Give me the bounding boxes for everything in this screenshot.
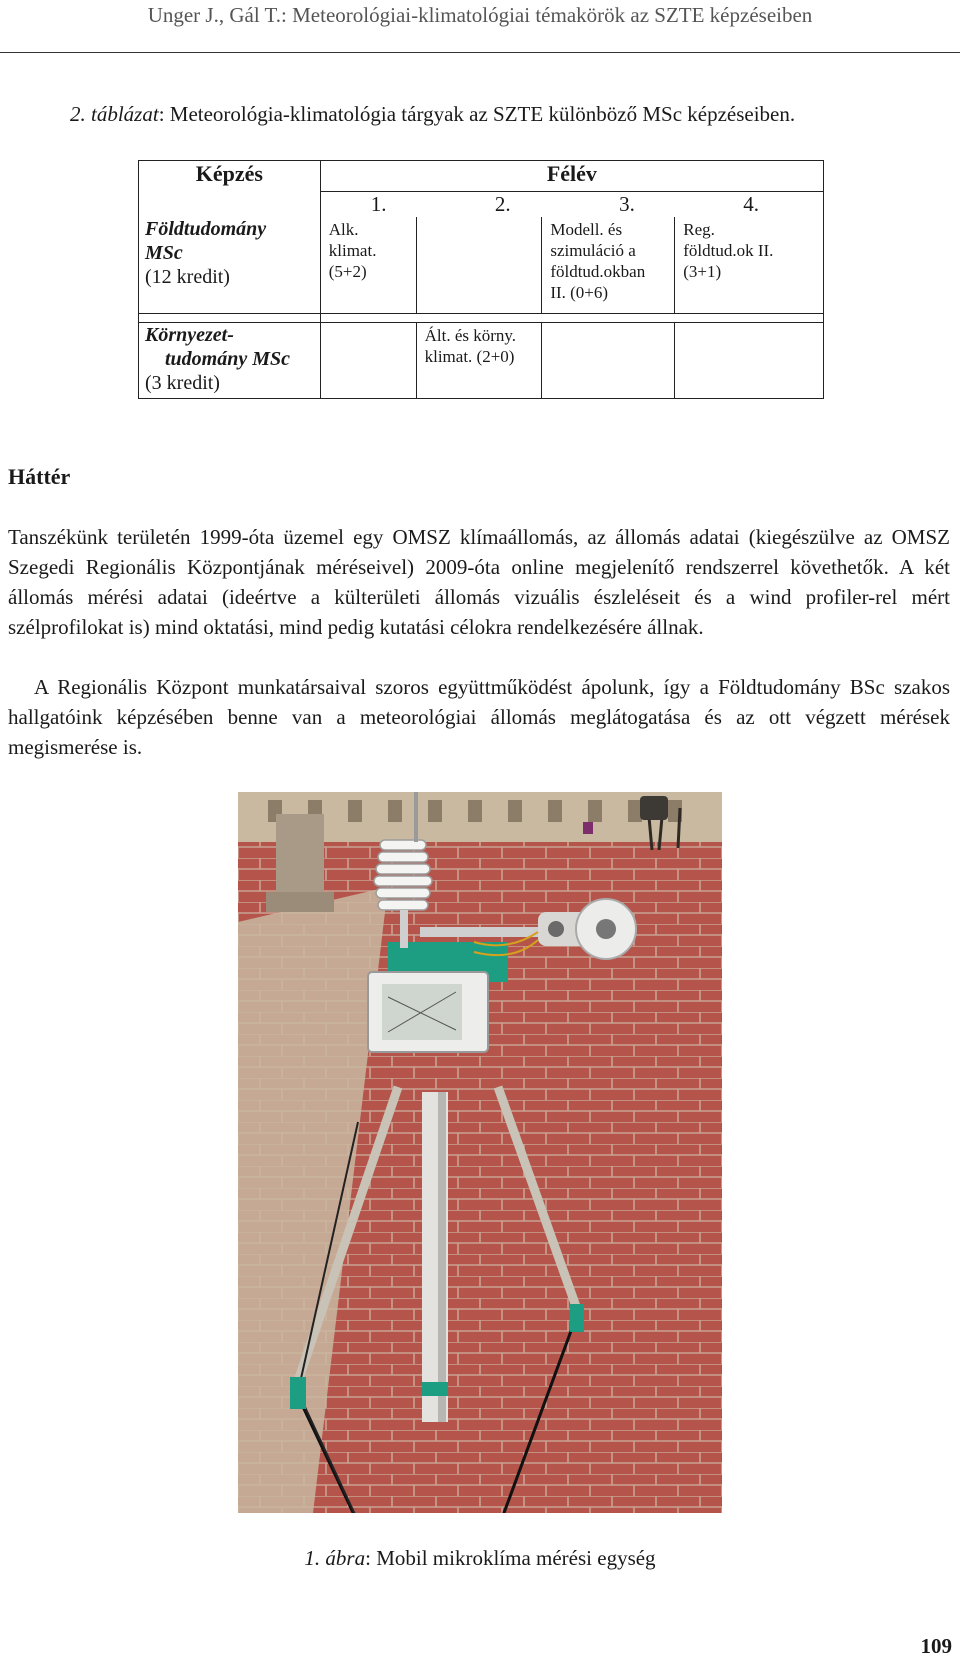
running-title: Unger J., Gál T.: Meteorológiai-klimatológiai témakörök az SZTE képzéseiben [147,3,813,27]
running-header [0,0,960,48]
course-text: II. (0+6) [550,283,609,302]
spacer-cell [320,313,823,322]
course-cell-sem3 [542,217,675,313]
course-text: klimat. (2+0) [424,346,515,366]
course-cell-sem2 [416,322,542,398]
table-caption [70,100,795,128]
course-text: földtud.ok II. [683,241,774,260]
table-caption-text: : Meteorológia-klimatológia tárgyak az SZTE különböző MSc képzéseiben. [158,102,796,126]
semester-1: 1. [370,192,387,216]
course-text: Reg. [683,220,715,239]
course-cell-sem4 [675,217,824,313]
course-cell-sem2 [416,217,542,313]
header-rule [0,52,960,53]
program-credit: (12 kredit) [145,266,230,288]
semester-4: 4. [743,192,759,216]
program-name-line1: Környezet- [145,323,234,346]
program-cell [139,217,321,313]
table-spacer-row [139,313,824,322]
table-row [139,322,824,398]
course-text: Ált. és körny. [424,325,517,345]
section-title: Háttér [8,464,71,489]
course-text: (5+2) [328,262,367,281]
course-text: klimat. [328,241,377,260]
paragraph-2: A Regionális Központ munkatársaival szoros együttműködést ápolunk, így a Földtudomány BSc szakos hallgatóink képzésében benne van a meteorológiai állomás meglátogatása és az ott végzett mérések megismerése is. [8,675,950,759]
program-name-line2: MSc [145,242,183,264]
course-text: (3+1) [683,262,722,281]
program-cell [139,322,321,398]
station-photo [238,792,722,1513]
table-header-row [139,161,824,192]
header-program: Képzés [139,161,321,218]
table-row [139,217,824,313]
course-text: Modell. és [550,220,623,239]
figure-caption [0,1546,960,1571]
table-caption-label: 2. táblázat [70,102,159,126]
course-cell-sem1 [320,322,416,398]
course-table [138,160,824,399]
course-cell-sem1 [320,217,416,313]
course-cell-sem3 [542,322,675,398]
paragraph-1: Tanszékünk területén 1999-óta üzemel egy OMSZ klímaállomás, az állomás adatai (kiegészülve az OMSZ Szegedi Regionális Központjának méréseivel) 2009-óta online megjelenítő rendszerrel követhetők. A két állomás mérési adatai (ideértve a külterületi állomás vizuális észleléseit és a wind profiler-rel mért szélprofilokat is) mind oktatási, mind pedig kutatási célokra rendelkezésére állnak. [8,525,950,639]
course-cell-sem4 [675,322,824,398]
page-number: 109 [920,1634,952,1658]
course-text: szimuláció a [550,241,636,260]
course-text: Alk. [328,220,359,239]
semester-2: 2. [494,192,511,216]
course-text: földtud.okban [550,262,646,281]
semester-numbers-cell [320,192,823,218]
header-semester: Félév [320,161,823,192]
program-name-line2: tudomány MSc [165,347,291,370]
spacer-cell [139,313,321,322]
figure-caption-text: : Mobil mikroklíma mérési egység [365,1546,656,1570]
figure-caption-label: 1. ábra [304,1546,366,1570]
program-name-line1: Földtudomány [145,218,267,240]
semester-3: 3. [619,192,635,216]
program-credit: (3 kredit) [145,371,220,394]
